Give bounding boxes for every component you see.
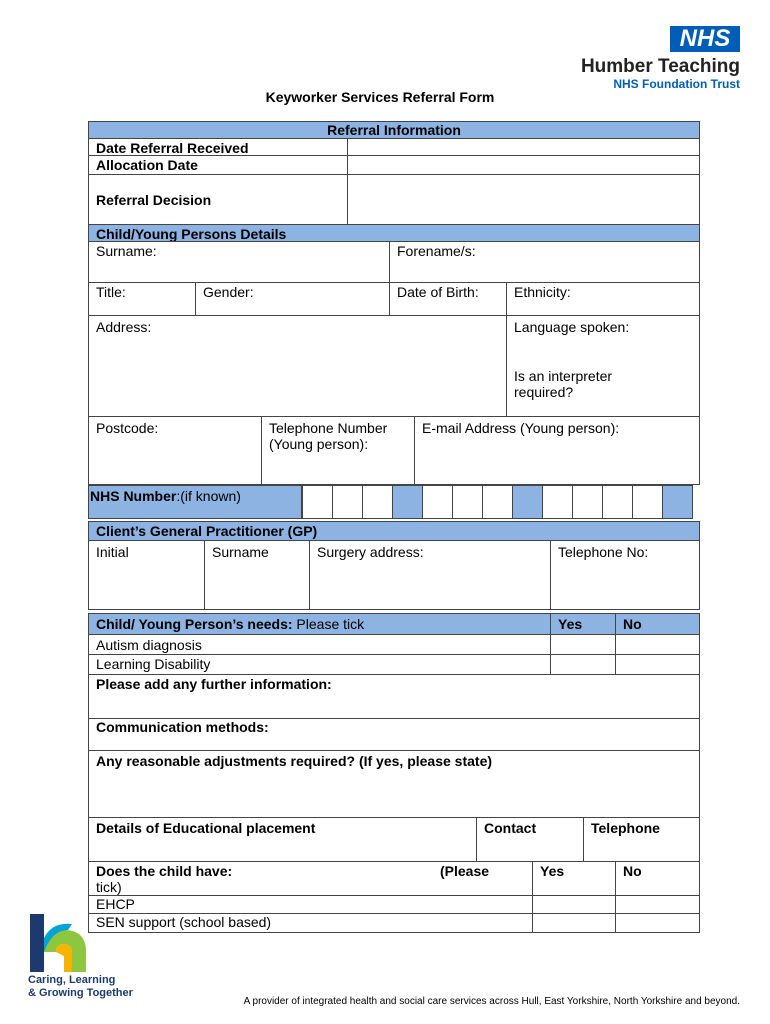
support-please: (Please	[440, 863, 490, 879]
support-item-ehcp: EHCP	[96, 896, 135, 912]
support-ehcp-yes[interactable]	[532, 895, 616, 914]
form-title: Keyworker Services Referral Form	[265, 89, 495, 105]
needs-no-header: No	[623, 616, 642, 632]
address-label: Address:	[96, 319, 152, 335]
allocation-date-value[interactable]	[347, 155, 700, 175]
email-label: E-mail Address (Young person):	[422, 420, 620, 436]
trust-subtitle: NHS Foundation Trust	[613, 77, 740, 91]
logo-yellow-arch	[56, 944, 72, 972]
provider-footer: A provider of integrated health and social care services across Hull, East Yorkshire, North Yorkshire and beyond.	[243, 996, 740, 1007]
education-contact-label: Contact	[484, 820, 537, 836]
needs-item-learning: Learning Disability	[96, 656, 211, 672]
trust-name: Humber Teaching	[580, 56, 740, 77]
telephone-label: Telephone Number (Young person):	[269, 420, 388, 452]
date-received-label: Date Referral Received	[96, 140, 249, 156]
gp-surname-label: Surname	[212, 544, 269, 560]
needs-heading-suffix: Please tick	[292, 616, 365, 632]
referral-info-heading: Referral Information	[327, 122, 461, 138]
adjustments-label: Any reasonable adjustments required? (If yes, please state)	[96, 753, 493, 769]
logo-navy-foot	[30, 958, 44, 972]
forenames-label: Forename/s:	[397, 243, 476, 259]
gp-surgery-label: Surgery address:	[317, 544, 424, 560]
needs-item-autism: Autism diagnosis	[96, 637, 202, 653]
title-label: Title:	[96, 284, 126, 300]
nhs-digit-2[interactable]	[332, 485, 363, 519]
education-telephone-label: Telephone	[591, 820, 660, 836]
needs-autism-yes[interactable]	[550, 634, 616, 655]
postcode-label: Postcode:	[96, 420, 159, 436]
support-sen-yes[interactable]	[532, 913, 616, 933]
nhs-number-label-bold: NHS Number	[90, 488, 177, 504]
tagline-line-2: & Growing Together	[28, 987, 133, 999]
needs-learning-no[interactable]	[615, 654, 700, 675]
nhs-digit-1[interactable]	[302, 485, 333, 519]
needs-autism-no[interactable]	[615, 634, 700, 655]
gp-initial-label: Initial	[96, 544, 129, 560]
decision-label: Referral Decision	[96, 192, 212, 208]
nhs-digit-5[interactable]	[452, 485, 483, 519]
date-received-value[interactable]	[347, 138, 700, 156]
humber-h-logo	[28, 912, 90, 974]
support-ehcp-no[interactable]	[615, 895, 700, 914]
dob-label: Date of Birth:	[397, 284, 479, 300]
decision-value[interactable]	[347, 174, 700, 225]
support-yes-header: Yes	[540, 863, 565, 879]
support-question: Does the child have:	[96, 863, 233, 879]
nhs-logo	[670, 26, 740, 52]
child-details-heading: Child/Young Persons Details	[96, 226, 287, 242]
nhs-separator-2	[512, 485, 543, 519]
language-label: Language spoken:	[514, 319, 630, 335]
nhs-separator-1	[392, 485, 423, 519]
nhs-number-label-suffix: :(if known)	[176, 488, 241, 504]
needs-heading	[96, 616, 364, 632]
nhs-separator-3	[662, 485, 693, 519]
support-no-header: No	[623, 863, 642, 879]
support-tick: tick)	[96, 879, 122, 895]
support-item-sen: SEN support (school based)	[96, 914, 272, 930]
nhs-digit-6[interactable]	[482, 485, 513, 519]
needs-yes-header: Yes	[558, 616, 583, 632]
tagline-line-1: Caring, Learning	[28, 974, 116, 986]
support-row-ehcp	[88, 895, 533, 914]
nhs-digit-8[interactable]	[572, 485, 603, 519]
interpreter-label: Is an interpreter required?	[514, 368, 613, 400]
surname-label: Surname:	[96, 243, 157, 259]
needs-heading-bold: Child/ Young Person’s needs:	[96, 616, 293, 632]
nhs-digit-9[interactable]	[602, 485, 633, 519]
education-placement-label: Details of Educational placement	[96, 820, 316, 836]
allocation-date-label: Allocation Date	[96, 157, 198, 173]
gp-heading: Client’s General Practitioner (GP)	[96, 523, 318, 539]
support-sen-no[interactable]	[615, 913, 700, 933]
gp-telephone-label: Telephone No:	[558, 544, 649, 560]
nhs-digit-7[interactable]	[542, 485, 573, 519]
gender-label: Gender:	[203, 284, 254, 300]
nhs-digit-10[interactable]	[632, 485, 663, 519]
ethnicity-label: Ethnicity:	[514, 284, 571, 300]
needs-learning-yes[interactable]	[550, 654, 616, 675]
nhs-digit-3[interactable]	[362, 485, 393, 519]
nhs-logo-text: NHS	[679, 25, 731, 52]
further-info-label: Please add any further information:	[96, 676, 332, 692]
nhs-digit-4[interactable]	[422, 485, 453, 519]
nhs-number-label	[90, 488, 241, 504]
communication-label: Communication methods:	[96, 719, 269, 735]
